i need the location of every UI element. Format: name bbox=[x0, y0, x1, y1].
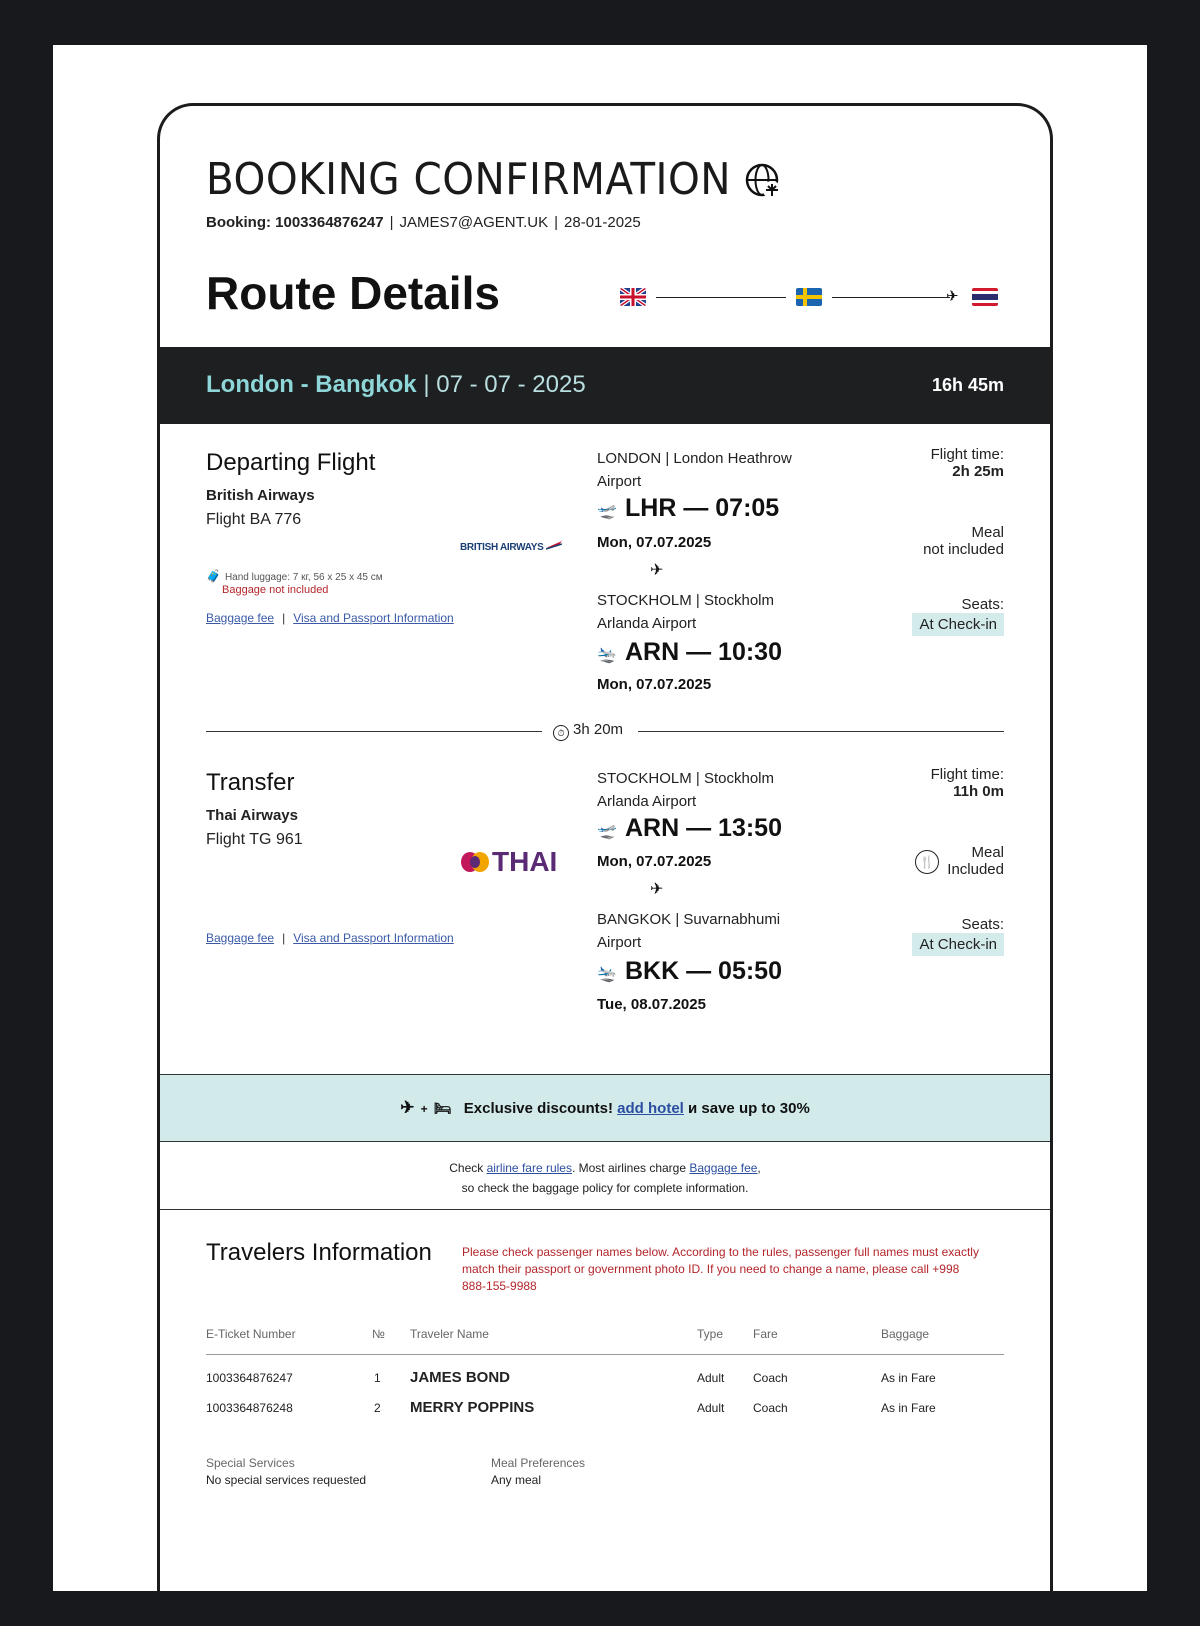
document-sheet bbox=[53, 45, 1147, 1591]
arrival-code-time bbox=[597, 957, 782, 986]
total-duration: 16h 45m bbox=[931, 375, 1004, 395]
travelers-heading: Travelers Information bbox=[206, 1239, 432, 1266]
layover-divider bbox=[206, 721, 1004, 741]
baggage-fee-link[interactable]: Baggage fee bbox=[689, 1161, 758, 1175]
segment-title: Transfer bbox=[206, 769, 295, 796]
route-cities: London - Bangkok bbox=[206, 371, 417, 398]
flight-time-label: Flight time: bbox=[930, 446, 1004, 463]
table-header-divider bbox=[206, 1354, 1004, 1355]
departure-code-time bbox=[597, 494, 779, 523]
baggage-not-included: Baggage not included bbox=[222, 584, 329, 596]
meal-icon: 🍴 bbox=[915, 850, 939, 874]
segment-links: Baggage fee | Visa and Passport Information bbox=[206, 931, 454, 945]
traveler-name: MERRY POPPINS bbox=[410, 1399, 535, 1416]
booking-date: 28-01-2025 bbox=[564, 214, 641, 231]
ba-speedmarque-icon bbox=[546, 540, 562, 550]
arrival-date: Tue, 08.07.2025 bbox=[597, 996, 706, 1013]
route-date: | 07 - 07 - 2025 bbox=[423, 371, 586, 398]
departure-date: Mon, 07.07.2025 bbox=[597, 853, 712, 870]
departure-airport: LONDON | London Heathrow Airport bbox=[597, 450, 792, 490]
route-line bbox=[832, 297, 950, 298]
seats-info bbox=[912, 596, 1004, 636]
segment-links: Baggage fee | Visa and Passport Information bbox=[206, 611, 454, 625]
eticket-number: 1003364876247 bbox=[206, 1371, 293, 1385]
agent-email: JAMES7@AGENT.UK bbox=[399, 214, 549, 231]
arrival-code-time-text: ARN — 10:30 bbox=[625, 638, 782, 666]
col-header-fare: Fare bbox=[753, 1327, 778, 1341]
departure-code-time-text: ARN — 13:50 bbox=[625, 814, 782, 842]
booking-number: Booking: 1003364876247 bbox=[206, 214, 384, 231]
arrival-airport: BANGKOK | Suvarnabhumi Airport bbox=[597, 911, 781, 951]
traveler-type: Adult bbox=[697, 1401, 725, 1415]
promo-text-before: Exclusive discounts! bbox=[463, 1100, 613, 1117]
route-flags bbox=[620, 286, 1000, 316]
departure-code-time-text: LHR — 07:05 bbox=[625, 494, 780, 522]
logo-text: BRITISH AIRWAYS bbox=[460, 542, 544, 553]
landing-icon: 🛬 bbox=[597, 966, 617, 983]
meal-value: Included bbox=[947, 861, 1004, 878]
col-header-baggage: Baggage bbox=[881, 1327, 930, 1341]
luggage-icon: 🧳 bbox=[206, 569, 221, 583]
meal-preferences-label: Meal Preferences bbox=[491, 1456, 586, 1470]
layover-duration-text: 3h 20m bbox=[573, 721, 624, 738]
plane-icon: ✈ bbox=[650, 881, 664, 898]
arrival-code-time-text: BKK — 05:50 bbox=[625, 957, 782, 985]
page-title: BOOKING CONFIRMATION bbox=[206, 154, 732, 205]
thailand-flag-icon bbox=[972, 288, 998, 306]
eticket-number: 1003364876248 bbox=[206, 1401, 293, 1415]
route-details-heading: Route Details bbox=[206, 267, 500, 319]
arrival-airport: STOCKHOLM | Stockholm Arlanda Airport bbox=[597, 592, 774, 632]
plane-icon: ✈ bbox=[400, 1098, 415, 1117]
note-mid: . Most airlines charge bbox=[571, 1161, 687, 1175]
flight-time bbox=[931, 766, 1004, 800]
traveler-baggage: As in Fare bbox=[881, 1371, 936, 1385]
seats-label: Seats: bbox=[961, 596, 1004, 613]
flight-number: Flight BA 776 bbox=[206, 511, 302, 528]
booking-ticket bbox=[157, 103, 1053, 1591]
route-line bbox=[656, 297, 786, 298]
globe-plane-icon bbox=[744, 162, 784, 202]
traveler-index: 1 bbox=[374, 1371, 381, 1385]
seats-badge: At Check-in bbox=[912, 613, 1004, 636]
plus-sign: + bbox=[420, 1102, 428, 1116]
meal-info bbox=[923, 524, 1004, 558]
sweden-flag-icon bbox=[796, 288, 822, 306]
uk-flag-icon bbox=[620, 288, 646, 306]
segment-title: Departing Flight bbox=[206, 449, 376, 476]
baggage-fee-link[interactable]: Baggage fee bbox=[206, 931, 275, 945]
note-line-2: so check the baggage policy for complete information. bbox=[461, 1181, 749, 1195]
takeoff-icon: 🛫 bbox=[597, 823, 617, 840]
traveler-fare: Coach bbox=[753, 1371, 788, 1385]
special-services-label: Special Services bbox=[206, 1456, 295, 1470]
plane-icon: ✈ bbox=[946, 288, 959, 305]
section-divider bbox=[160, 1209, 1050, 1210]
landing-icon: 🛬 bbox=[597, 647, 617, 664]
meal-label: Meal bbox=[971, 524, 1004, 541]
name-warning: Please check passenger names below. According to the rules, passenger full names must exactly match their passport or government photo ID. If you need to change a name, please call +998 888-155-9988 bbox=[462, 1245, 979, 1293]
meal-preferences-value: Any meal bbox=[491, 1473, 542, 1487]
layover-duration bbox=[553, 721, 623, 741]
promo-text bbox=[160, 1098, 1050, 1118]
seats-label: Seats: bbox=[961, 916, 1004, 933]
traveler-name: JAMES BOND bbox=[410, 1369, 511, 1386]
flight-time bbox=[931, 446, 1004, 480]
meal-label: Meal bbox=[971, 844, 1004, 861]
visa-info-link[interactable]: Visa and Passport Information bbox=[293, 931, 454, 945]
hand-luggage-text: Hand luggage: 7 кг, 56 x 25 x 45 см bbox=[224, 572, 383, 583]
visa-info-link[interactable]: Visa and Passport Information bbox=[293, 611, 454, 625]
route-summary bbox=[206, 371, 586, 399]
col-header-number: № bbox=[372, 1327, 385, 1341]
british-airways-logo bbox=[460, 540, 562, 553]
col-header-name: Traveler Name bbox=[410, 1327, 489, 1341]
traveler-fare: Coach bbox=[753, 1401, 788, 1415]
traveler-index: 2 bbox=[374, 1401, 381, 1415]
airline-fare-rules-link[interactable]: airline fare rules bbox=[486, 1161, 572, 1175]
baggage-fee-link[interactable]: Baggage fee bbox=[206, 611, 275, 625]
traveler-type: Adult bbox=[697, 1371, 725, 1385]
flight-number: Flight TG 961 bbox=[206, 831, 303, 848]
flight-time-value: 11h 0m bbox=[953, 783, 1004, 800]
special-services-value: No special services requested bbox=[206, 1473, 367, 1487]
clock-icon: ⏱ bbox=[553, 725, 569, 741]
meal-info bbox=[919, 844, 1004, 878]
arrival-date: Mon, 07.07.2025 bbox=[597, 676, 712, 693]
note-line-1: Check airline fare rules. Most airlines charge Baggage fee, bbox=[449, 1161, 761, 1175]
departure-code-time bbox=[597, 814, 782, 843]
plane-icon: ✈ bbox=[650, 562, 664, 579]
divider-line bbox=[638, 731, 1004, 732]
meal-value: not included bbox=[923, 541, 1004, 558]
flight-time-label: Flight time: bbox=[930, 766, 1004, 783]
booking-meta: Booking: 1003364876247 | JAMES7@AGENT.UK | 28-01-2025 bbox=[206, 214, 641, 231]
thai-airways-logo bbox=[460, 846, 557, 878]
departure-date: Mon, 07.07.2025 bbox=[597, 534, 712, 551]
hand-luggage bbox=[206, 569, 383, 583]
divider-line bbox=[206, 731, 542, 732]
route-summary-band bbox=[160, 347, 1050, 424]
promo-text-after: и save up to 30% bbox=[688, 1100, 810, 1117]
add-hotel-link[interactable]: add hotel bbox=[617, 1100, 684, 1117]
logo-text: THAI bbox=[492, 846, 558, 877]
departure-airport: STOCKHOLM | Stockholm Arlanda Airport bbox=[597, 770, 774, 810]
flight-time-value: 2h 25m bbox=[952, 463, 1004, 480]
seats-badge: At Check-in bbox=[912, 933, 1004, 956]
arrival-code-time bbox=[597, 638, 782, 667]
bed-icon: 🛏 bbox=[433, 1100, 452, 1116]
fare-rules-note bbox=[160, 1158, 1050, 1198]
hotel-promo-banner bbox=[160, 1074, 1050, 1142]
seats-info bbox=[912, 916, 1004, 956]
note-check: Check bbox=[449, 1161, 484, 1175]
takeoff-icon: 🛫 bbox=[597, 503, 617, 520]
traveler-baggage: As in Fare bbox=[881, 1401, 936, 1415]
col-header-eticket: E-Ticket Number bbox=[206, 1327, 296, 1341]
airline-name: British Airways bbox=[206, 487, 315, 504]
thai-orchid-icon bbox=[460, 849, 492, 875]
airline-name: Thai Airways bbox=[206, 807, 298, 824]
col-header-type: Type bbox=[697, 1327, 724, 1341]
